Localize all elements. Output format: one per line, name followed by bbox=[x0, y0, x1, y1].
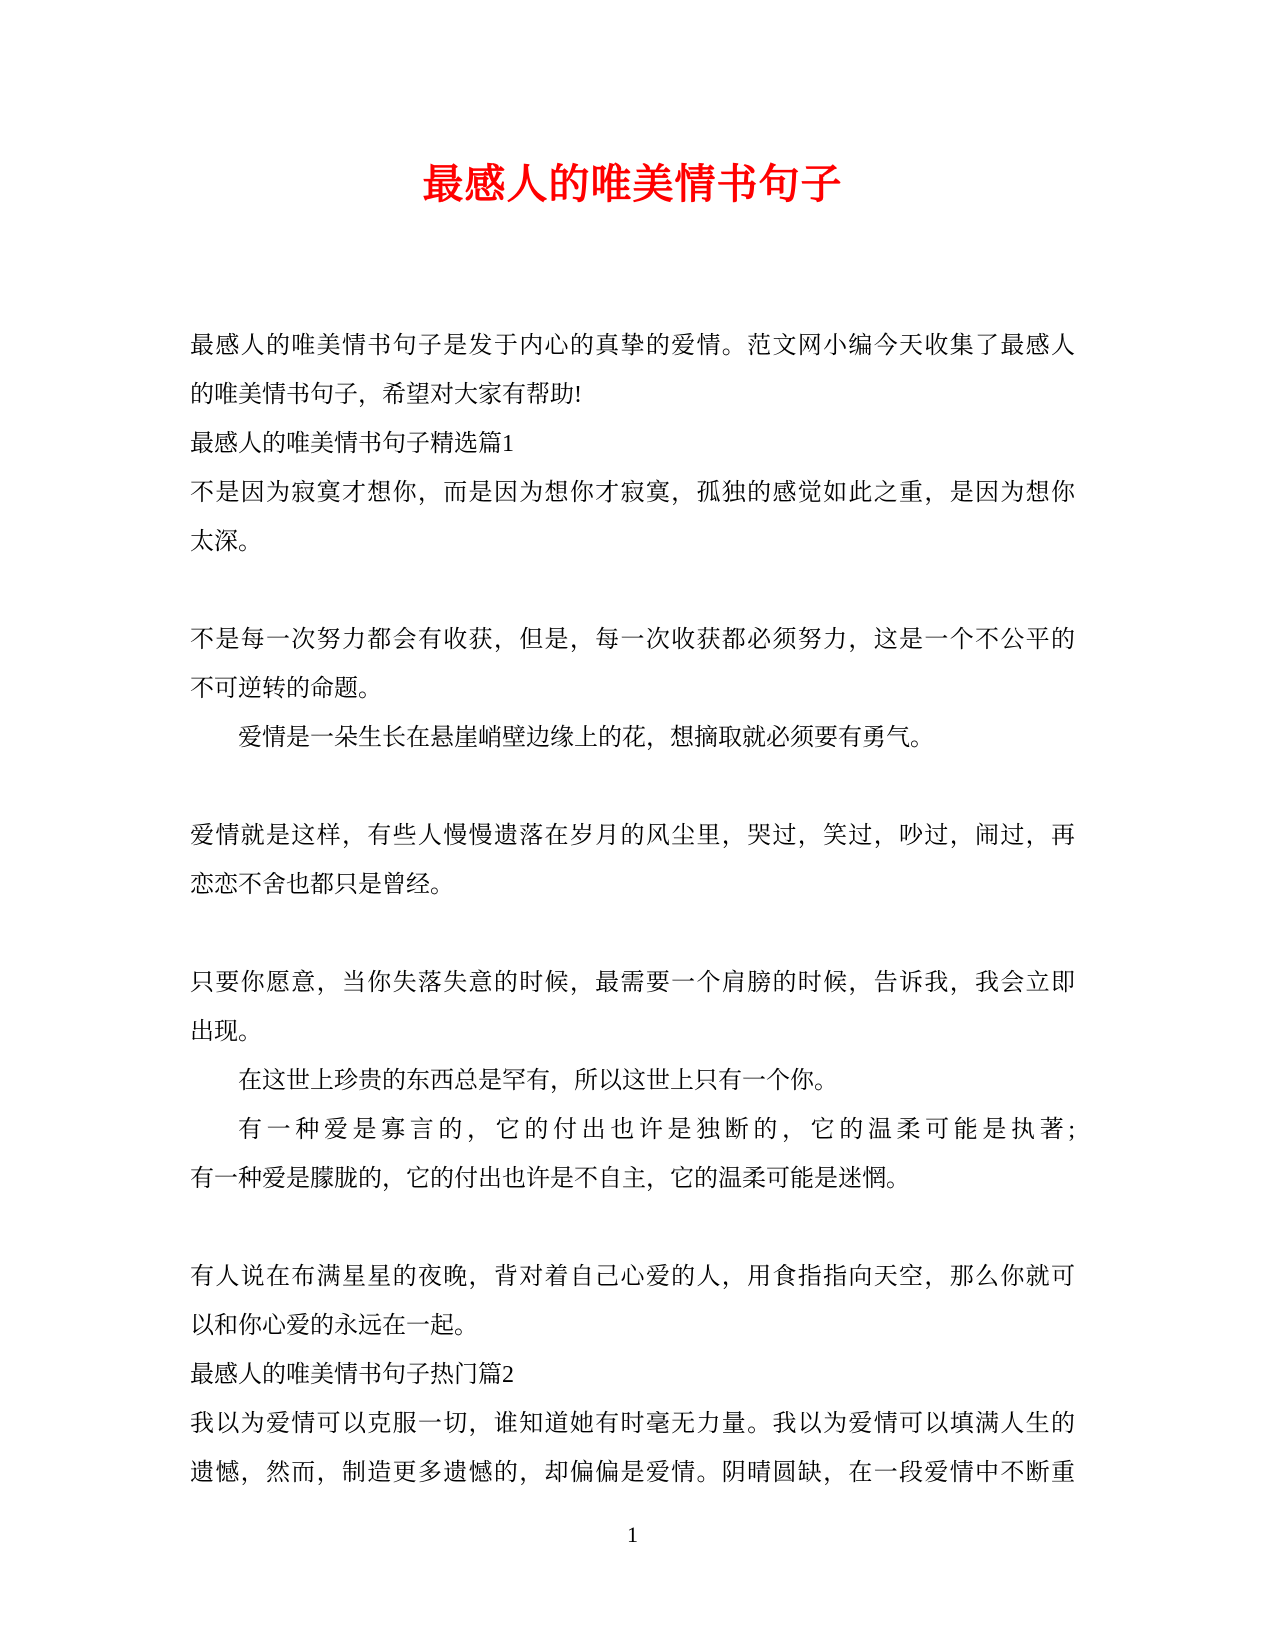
text-line: 遗憾，然而，制造更多遗憾的，却偏偏是爱情。阴晴圆缺，在一段爱情中不断重 bbox=[190, 1460, 1075, 1486]
text-line: 出现。 bbox=[190, 1019, 262, 1045]
section-heading: 最感人的唯美情书句子精选篇1 bbox=[190, 431, 514, 457]
text-line: 只要你愿意，当你失落失意的时候，最需要一个肩膀的时候，告诉我，我会立即 bbox=[190, 970, 1075, 996]
text-line: 不可逆转的命题。 bbox=[190, 676, 382, 702]
text-line: 恋恋不舍也都只是曾经。 bbox=[190, 872, 454, 898]
text-line: 不是每一次努力都会有收获，但是，每一次收获都必须努力，这是一个不公平的 bbox=[190, 627, 1075, 653]
text-line: 爱情就是这样，有些人慢慢遗落在岁月的风尘里，哭过，笑过，吵过，闹过，再 bbox=[190, 823, 1075, 849]
text-line: 我以为爱情可以克服一切，谁知道她有时毫无力量。我以为爱情可以填满人生的 bbox=[190, 1411, 1075, 1437]
blank-line bbox=[190, 763, 1075, 812]
text-line: 太深。 bbox=[190, 529, 262, 555]
text-line: 最感人的唯美情书句子是发于内心的真挚的爱情。范文网小编今天收集了最感人 bbox=[190, 333, 1075, 359]
document-title: 最感人的唯美情书句子 bbox=[422, 161, 843, 207]
text-line: 有一种爱是寡言的，它的付出也许是独断的，它的温柔可能是执著; bbox=[238, 1117, 1075, 1143]
section-heading: 最感人的唯美情书句子热门篇2 bbox=[190, 1362, 514, 1388]
blank-line bbox=[190, 1204, 1075, 1253]
page-number: 1 bbox=[627, 1522, 638, 1547]
text-line: 的唯美情书句子，希望对大家有帮助! bbox=[190, 382, 582, 408]
blank-line bbox=[190, 567, 1075, 616]
text-line: 以和你心爱的永远在一起。 bbox=[190, 1313, 478, 1339]
text-line: 有人说在布满星星的夜晚，背对着自己心爱的人，用食指指向天空，那么你就可 bbox=[190, 1264, 1075, 1290]
blank-line bbox=[190, 910, 1075, 959]
text-line: 爱情是一朵生长在悬崖峭壁边缘上的花，想摘取就必须要有勇气。 bbox=[238, 725, 934, 751]
text-line: 在这世上珍贵的东西总是罕有，所以这世上只有一个你。 bbox=[238, 1068, 838, 1094]
document-body bbox=[190, 322, 1075, 1498]
text-line: 有一种爱是朦胧的，它的付出也许是不自主，它的温柔可能是迷惘。 bbox=[190, 1166, 910, 1192]
text-line: 不是因为寂寞才想你，而是因为想你才寂寞，孤独的感觉如此之重，是因为想你 bbox=[190, 480, 1075, 506]
